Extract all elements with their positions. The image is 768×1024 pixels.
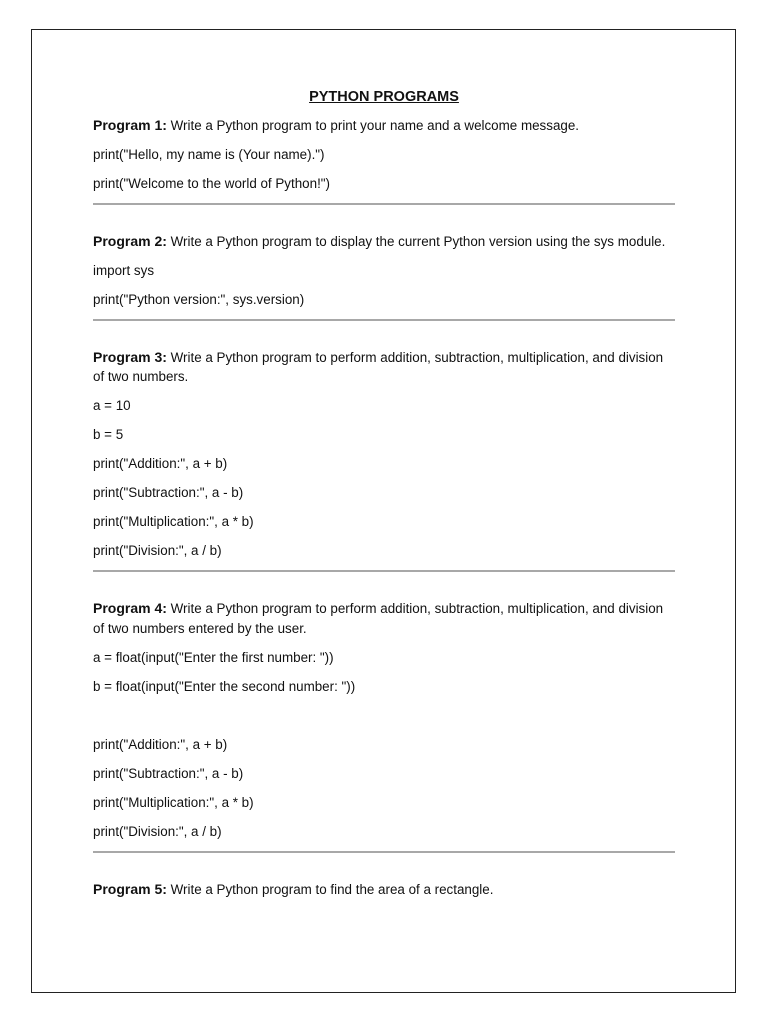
code-line: print("Addition:", a + b) bbox=[93, 456, 228, 471]
code-line: a = float(input("Enter the first number: ")) bbox=[93, 649, 334, 665]
document-title: PYTHON PROGRAMS bbox=[309, 89, 459, 105]
program-3 bbox=[93, 348, 675, 561]
program-description: Write a Python program to display the current Python version using the sys module. bbox=[166, 233, 666, 249]
code-line: print("Hello, my name is (Your name).") bbox=[93, 146, 325, 162]
code-line: b = 5 bbox=[93, 427, 124, 442]
program-label: Program 2: bbox=[93, 232, 167, 249]
code-line: import sys bbox=[93, 262, 155, 278]
code-line: print("Division:", a / b) bbox=[93, 823, 222, 839]
document-body bbox=[93, 88, 675, 909]
program-2 bbox=[93, 232, 675, 310]
code-line: print("Addition:", a + b) bbox=[93, 736, 228, 752]
program-description: Write a Python program to perform addition, subtraction, multiplication, and division of two numbers entered by the user. bbox=[93, 601, 664, 636]
program-label: Program 4: bbox=[93, 600, 167, 616]
code-line: print("Division:", a / b) bbox=[93, 543, 222, 558]
section-divider bbox=[93, 319, 675, 321]
section-divider bbox=[93, 203, 675, 205]
program-heading bbox=[93, 348, 675, 387]
code-line: print("Multiplication:", a * b) bbox=[93, 514, 254, 529]
program-heading bbox=[93, 232, 675, 252]
code-line: print("Subtraction:", a - b) bbox=[93, 765, 244, 781]
program-heading bbox=[93, 599, 675, 638]
code-line-blank bbox=[93, 706, 675, 726]
program-description: Write a Python program to find the area of a rectangle. bbox=[166, 881, 494, 897]
code-line: print("Subtraction:", a - b) bbox=[93, 485, 244, 500]
program-description: Write a Python program to perform addition, subtraction, multiplication, and division of two numbers. bbox=[93, 349, 664, 384]
section-divider bbox=[93, 851, 675, 853]
code-line: print("Multiplication:", a * b) bbox=[93, 794, 254, 810]
program-4 bbox=[93, 599, 675, 841]
program-5 bbox=[93, 880, 675, 900]
program-heading bbox=[93, 116, 675, 136]
program-label: Program 1: bbox=[93, 116, 167, 133]
section-divider bbox=[93, 570, 675, 572]
code-line: print("Welcome to the world of Python!") bbox=[93, 175, 330, 191]
code-line: print("Python version:", sys.version) bbox=[93, 291, 305, 307]
program-label: Program 3: bbox=[93, 348, 167, 365]
program-label: Program 5: bbox=[93, 880, 167, 897]
program-heading bbox=[93, 880, 675, 900]
program-description: Write a Python program to print your name and a welcome message. bbox=[166, 117, 580, 133]
code-line: b = float(input("Enter the second number: ")) bbox=[93, 678, 356, 694]
program-1 bbox=[93, 116, 675, 194]
code-line: a = 10 bbox=[93, 398, 131, 413]
